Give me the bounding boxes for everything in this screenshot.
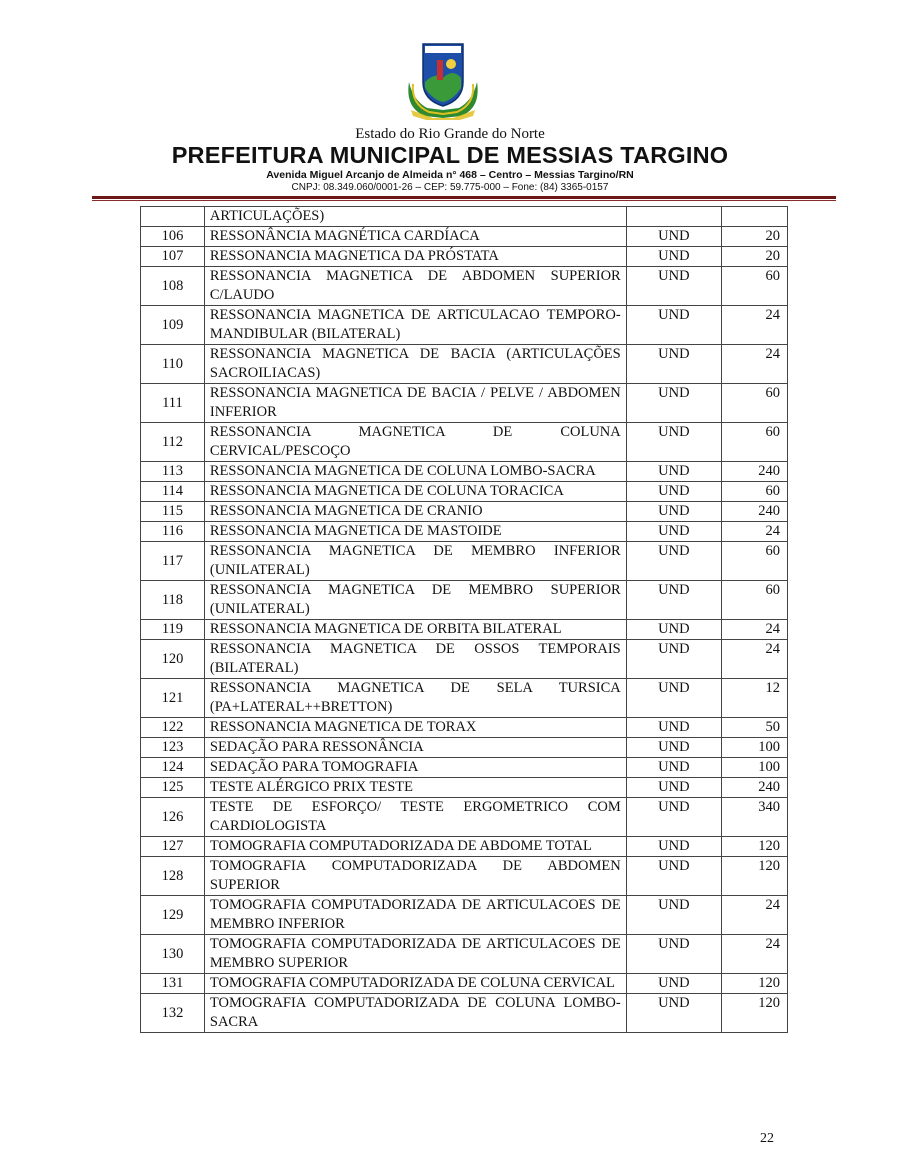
item-number: 112: [141, 423, 205, 462]
item-unit: UND: [626, 620, 721, 640]
item-quantity: 60: [722, 581, 788, 620]
table-row: [141, 935, 788, 974]
item-number: 128: [141, 857, 205, 896]
item-number: 122: [141, 718, 205, 738]
item-number: 114: [141, 482, 205, 502]
item-unit: UND: [626, 896, 721, 935]
item-quantity: 24: [722, 522, 788, 542]
item-description: RESSONANCIA MAGNETICA DE COLUNA CERVICAL/PESCOÇO: [204, 423, 626, 462]
item-description: RESSONANCIA MAGNETICA DE SELA TURSICA (PA+LATERAL++BRETTON): [204, 679, 626, 718]
item-description: RESSONANCIA MAGNETICA DE BACIA (ARTICULAÇÕES SACROILIACAS): [204, 345, 626, 384]
item-quantity: 120: [722, 857, 788, 896]
item-unit: UND: [626, 227, 721, 247]
item-unit: UND: [626, 384, 721, 423]
item-number: 111: [141, 384, 205, 423]
item-unit: UND: [626, 462, 721, 482]
item-unit: UND: [626, 778, 721, 798]
header-divider: [92, 196, 836, 199]
item-description: RESSONANCIA MAGNETICA DE COLUNA LOMBO-SACRA: [204, 462, 626, 482]
item-description: TOMOGRAFIA COMPUTADORIZADA DE ABDOME TOTAL: [204, 837, 626, 857]
item-number: 129: [141, 896, 205, 935]
item-quantity: 340: [722, 798, 788, 837]
table-row: [141, 758, 788, 778]
item-quantity: 24: [722, 640, 788, 679]
item-unit: UND: [626, 857, 721, 896]
table-row: [141, 462, 788, 482]
item-quantity: 240: [722, 502, 788, 522]
item-quantity: 24: [722, 935, 788, 974]
item-number: 120: [141, 640, 205, 679]
item-number: 113: [141, 462, 205, 482]
item-number: 123: [141, 738, 205, 758]
item-quantity: 240: [722, 778, 788, 798]
cnpj-line: CNPJ: 08.349.060/0001-26 – CEP: 59.775-000 – Fone: (84) 3365-0157: [291, 182, 609, 193]
table-row: [141, 542, 788, 581]
table-row: [141, 974, 788, 994]
item-quantity: 120: [722, 837, 788, 857]
item-unit: UND: [626, 502, 721, 522]
table-row: [141, 640, 788, 679]
page-number: 22: [760, 1131, 774, 1146]
table-row: [141, 502, 788, 522]
item-quantity: 60: [722, 267, 788, 306]
table-row: [141, 306, 788, 345]
table-row: [141, 522, 788, 542]
item-number: 124: [141, 758, 205, 778]
item-number: [141, 207, 205, 227]
item-unit: UND: [626, 345, 721, 384]
items-table-body: [141, 207, 788, 1033]
table-row: [141, 247, 788, 267]
table-row: [141, 423, 788, 462]
item-unit: UND: [626, 738, 721, 758]
item-description: RESSONANCIA MAGNETICA DE COLUNA TORACICA: [204, 482, 626, 502]
item-description: RESSONANCIA MAGNETICA DE CRANIO: [204, 502, 626, 522]
item-quantity: 20: [722, 247, 788, 267]
table-row: [141, 267, 788, 306]
item-unit: UND: [626, 423, 721, 462]
address-line: Avenida Miguel Arcanjo de Almeida n° 468 – Centro – Messias Targino/RN: [266, 169, 634, 181]
item-number: 119: [141, 620, 205, 640]
item-number: 107: [141, 247, 205, 267]
item-quantity: 120: [722, 974, 788, 994]
item-description: RESSONANCIA MAGNETICA DE MEMBRO SUPERIOR (UNILATERAL): [204, 581, 626, 620]
item-unit: UND: [626, 581, 721, 620]
item-quantity: 60: [722, 542, 788, 581]
item-number: 110: [141, 345, 205, 384]
item-quantity: 60: [722, 423, 788, 462]
item-quantity: 100: [722, 738, 788, 758]
item-quantity: 60: [722, 384, 788, 423]
item-quantity: 20: [722, 227, 788, 247]
item-description: TOMOGRAFIA COMPUTADORIZADA DE COLUNA CERVICAL: [204, 974, 626, 994]
item-number: 125: [141, 778, 205, 798]
item-description: RESSONANCIA MAGNETICA DE BACIA / PELVE / ABDOMEN INFERIOR: [204, 384, 626, 423]
item-description: RESSONANCIA MAGNETICA DE MASTOIDE: [204, 522, 626, 542]
municipal-coat-of-arms-icon: [403, 38, 483, 120]
item-number: 109: [141, 306, 205, 345]
item-number: 126: [141, 798, 205, 837]
item-number: 131: [141, 974, 205, 994]
item-quantity: 50: [722, 718, 788, 738]
item-quantity: 24: [722, 306, 788, 345]
item-number: 121: [141, 679, 205, 718]
item-description: RESSONANCIA MAGNETICA DE TORAX: [204, 718, 626, 738]
item-description: ARTICULAÇÕES): [204, 207, 626, 227]
item-description: SEDAÇÃO PARA RESSONÂNCIA: [204, 738, 626, 758]
item-description: RESSONANCIA MAGNETICA DE ARTICULACAO TEMPORO-MANDIBULAR (BILATERAL): [204, 306, 626, 345]
item-description: RESSONANCIA MAGNETICA DA PRÓSTATA: [204, 247, 626, 267]
item-description: TESTE DE ESFORÇO/ TESTE ERGOMETRICO COM CARDIOLOGISTA: [204, 798, 626, 837]
item-unit: UND: [626, 267, 721, 306]
table-row: [141, 620, 788, 640]
item-unit: UND: [626, 522, 721, 542]
table-row: [141, 738, 788, 758]
item-quantity: 60: [722, 482, 788, 502]
item-unit: UND: [626, 718, 721, 738]
item-unit: UND: [626, 306, 721, 345]
table-row: [141, 837, 788, 857]
item-unit: UND: [626, 798, 721, 837]
table-row: [141, 798, 788, 837]
table-row: [141, 857, 788, 896]
item-unit: UND: [626, 542, 721, 581]
item-description: RESSONANCIA MAGNETICA DE MEMBRO INFERIOR (UNILATERAL): [204, 542, 626, 581]
table-row: [141, 679, 788, 718]
item-number: 130: [141, 935, 205, 974]
table-row: [141, 581, 788, 620]
item-quantity: 24: [722, 345, 788, 384]
item-quantity: 12: [722, 679, 788, 718]
item-unit: UND: [626, 935, 721, 974]
table-row: [141, 994, 788, 1033]
item-quantity: 240: [722, 462, 788, 482]
table-row: [141, 227, 788, 247]
items-table: [140, 206, 788, 1033]
item-quantity: [722, 207, 788, 227]
item-unit: UND: [626, 974, 721, 994]
item-number: 115: [141, 502, 205, 522]
item-description: TOMOGRAFIA COMPUTADORIZADA DE COLUNA LOMBO-SACRA: [204, 994, 626, 1033]
item-number: 106: [141, 227, 205, 247]
item-quantity: 24: [722, 896, 788, 935]
item-description: TOMOGRAFIA COMPUTADORIZADA DE ARTICULACOES DE MEMBRO INFERIOR: [204, 896, 626, 935]
item-number: 108: [141, 267, 205, 306]
item-number: 132: [141, 994, 205, 1033]
document-title: PREFEITURA MUNICIPAL DE MESSIAS TARGINO: [171, 142, 729, 168]
item-number: 116: [141, 522, 205, 542]
item-unit: UND: [626, 640, 721, 679]
item-unit: UND: [626, 247, 721, 267]
item-description: RESSONÂNCIA MAGNÉTICA CARDÍACA: [204, 227, 626, 247]
table-row: [141, 896, 788, 935]
table-row: [141, 778, 788, 798]
table-row: [141, 482, 788, 502]
item-number: 117: [141, 542, 205, 581]
item-unit: [626, 207, 721, 227]
item-unit: UND: [626, 758, 721, 778]
item-description: TESTE ALÉRGICO PRIX TESTE: [204, 778, 626, 798]
table-row: [141, 384, 788, 423]
item-description: RESSONANCIA MAGNETICA DE OSSOS TEMPORAIS (BILATERAL): [204, 640, 626, 679]
item-quantity: 24: [722, 620, 788, 640]
item-description: TOMOGRAFIA COMPUTADORIZADA DE ARTICULACOES DE MEMBRO SUPERIOR: [204, 935, 626, 974]
item-quantity: 120: [722, 994, 788, 1033]
item-description: SEDAÇÃO PARA TOMOGRAFIA: [204, 758, 626, 778]
item-number: 118: [141, 581, 205, 620]
header-divider-thin: [92, 200, 836, 201]
item-number: 127: [141, 837, 205, 857]
table-row: [141, 345, 788, 384]
table-row: [141, 718, 788, 738]
state-name: Estado do Rio Grande do Norte: [355, 126, 545, 142]
item-quantity: 100: [722, 758, 788, 778]
table-row: [141, 207, 788, 227]
item-unit: UND: [626, 679, 721, 718]
item-description: RESSONANCIA MAGNETICA DE ABDOMEN SUPERIOR C/LAUDO: [204, 267, 626, 306]
item-unit: UND: [626, 837, 721, 857]
item-description: TOMOGRAFIA COMPUTADORIZADA DE ABDOMEN SUPERIOR: [204, 857, 626, 896]
item-unit: UND: [626, 482, 721, 502]
item-description: RESSONANCIA MAGNETICA DE ORBITA BILATERAL: [204, 620, 626, 640]
item-unit: UND: [626, 994, 721, 1033]
